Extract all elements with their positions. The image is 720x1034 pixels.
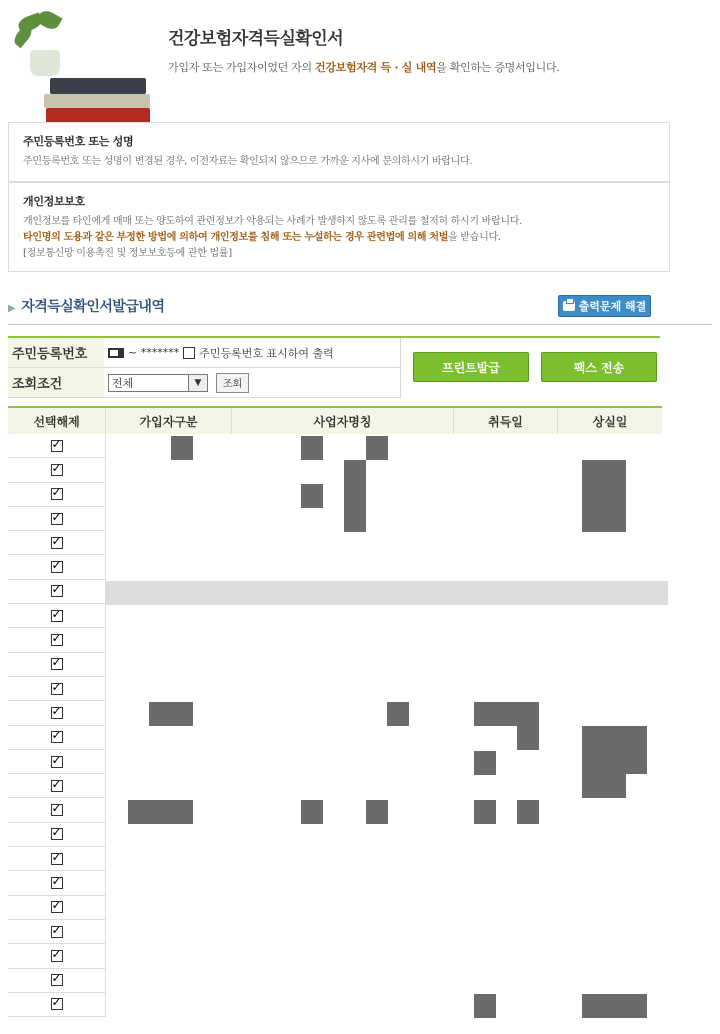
row-select-checkbox[interactable] xyxy=(51,658,63,670)
plant-pot-icon xyxy=(30,50,60,76)
query-row-condition xyxy=(8,368,400,398)
row-select-checkbox[interactable] xyxy=(51,561,63,573)
table-row xyxy=(8,458,106,482)
print-problem-label: 출력문제 해결 xyxy=(578,300,647,313)
book-icon xyxy=(50,78,146,94)
page-title: 건강보험자격득실확인서 xyxy=(168,29,344,49)
table-row xyxy=(8,750,106,774)
table-row xyxy=(8,531,106,555)
table-row xyxy=(8,628,106,652)
notice-law: [정보통신망 이용촉진 및 정보보호등에 관한 법률] xyxy=(23,248,232,259)
row-select-checkbox[interactable] xyxy=(51,634,63,646)
query-row-rrn xyxy=(8,338,400,368)
redacted-block xyxy=(366,436,388,460)
section-title-text: 자격득실확인서발급내역 xyxy=(21,299,165,315)
row-select-checkbox[interactable] xyxy=(51,780,63,792)
table-row xyxy=(8,580,106,604)
redacted-block xyxy=(582,774,626,798)
redacted-block xyxy=(582,994,647,1018)
redacted-block xyxy=(474,702,539,726)
table-row xyxy=(8,993,106,1017)
print-problem-button[interactable] xyxy=(558,295,651,317)
rrn-label: 주민등록번호 xyxy=(8,338,104,367)
table-row xyxy=(8,920,106,944)
redacted-block xyxy=(301,800,323,824)
warning-text: 타인명의 도용과 같은 부정한 방법에 의하여 개인정보를 침해 또는 누설하는 경우 관련법에 의해 처벌 xyxy=(23,232,449,243)
redacted-block xyxy=(171,436,193,460)
table-row xyxy=(8,555,106,579)
redacted-block xyxy=(474,800,496,824)
table-row-highlight xyxy=(106,581,668,605)
row-select-checkbox[interactable] xyxy=(51,585,63,597)
row-select-checkbox[interactable] xyxy=(51,950,63,962)
subtitle-text: 을 확인하는 증명서입니다. xyxy=(436,61,560,74)
redacted-block xyxy=(387,702,409,726)
row-select-checkbox[interactable] xyxy=(51,901,63,913)
plant-leaf-icon xyxy=(35,8,62,33)
warning-text-tail: 을 받습니다. xyxy=(448,232,501,243)
subtitle-text: 가입자 또는 가입자이었던 자의 xyxy=(168,61,316,74)
query-form xyxy=(8,336,660,400)
subtitle-highlight: 건강보험자격 득 · 실 내역 xyxy=(315,61,437,74)
id-card-icon xyxy=(108,348,124,358)
redacted-block xyxy=(128,800,193,824)
table-row xyxy=(8,726,106,750)
row-select-checkbox[interactable] xyxy=(51,683,63,695)
redacted-block xyxy=(366,800,388,824)
page-header xyxy=(0,0,720,120)
header-illustration xyxy=(8,8,158,120)
book-icon xyxy=(44,94,150,108)
col-lost-date: 상실일 xyxy=(592,414,628,429)
row-select-checkbox[interactable] xyxy=(51,853,63,865)
row-select-checkbox[interactable] xyxy=(51,926,63,938)
condition-label: 조회조건 xyxy=(8,368,104,397)
chevron-down-icon: ▼ xyxy=(188,375,207,391)
rrn-display-checkbox[interactable] xyxy=(183,347,195,359)
condition-value-group xyxy=(108,368,249,397)
table-row xyxy=(8,483,106,507)
notice-heading: 주민등록번호 또는 성명 xyxy=(23,135,134,148)
printer-icon xyxy=(563,301,575,311)
table-row xyxy=(8,653,106,677)
redacted-block xyxy=(149,702,193,726)
table-row xyxy=(8,604,106,628)
row-select-checkbox[interactable] xyxy=(51,756,63,768)
redacted-block xyxy=(474,751,496,775)
row-select-checkbox[interactable] xyxy=(51,488,63,500)
notice-warning xyxy=(23,230,655,246)
col-subscriber-type: 가입자구분 xyxy=(106,408,232,434)
table-row xyxy=(8,823,106,847)
row-select-checkbox[interactable] xyxy=(51,828,63,840)
row-select-checkbox[interactable] xyxy=(51,537,63,549)
notice-privacy xyxy=(8,182,670,272)
redacted-block xyxy=(344,460,366,532)
table-row xyxy=(8,847,106,871)
title-block xyxy=(168,24,559,75)
table-row xyxy=(8,507,106,531)
redacted-block xyxy=(517,726,539,750)
notice-text: 주민등록번호 또는 성명이 변경된 경우, 이전자료는 확인되지 않으므로 가까운 지사에 문의하시기 바랍니다. xyxy=(23,156,473,167)
row-select-checkbox[interactable] xyxy=(51,731,63,743)
triangle-bullet-icon: ▶ xyxy=(8,303,16,314)
rrn-value-group xyxy=(108,338,334,367)
table-rows xyxy=(8,434,106,1017)
row-select-checkbox[interactable] xyxy=(51,974,63,986)
section-title xyxy=(8,296,164,316)
print-issue-button[interactable]: 프린트발급 xyxy=(413,352,529,382)
row-select-checkbox[interactable] xyxy=(51,513,63,525)
table-row xyxy=(8,896,106,920)
redacted-block xyxy=(517,800,539,824)
notice-heading: 개인정보보호 xyxy=(23,195,85,208)
notice-text: 개인정보를 타인에게 매매 또는 양도하여 관련정보가 악용되는 사례가 발생하지 않도록 관리를 철저히 하시기 바랍니다. xyxy=(23,216,522,227)
col-deselect[interactable]: 선택해제 xyxy=(8,408,106,434)
redacted-block xyxy=(301,436,323,460)
query-actions xyxy=(400,338,661,398)
table-row xyxy=(8,871,106,895)
table-row xyxy=(8,798,106,822)
rrn-value: ~ ******* xyxy=(128,346,180,359)
row-select-checkbox[interactable] xyxy=(51,998,63,1010)
section-divider xyxy=(8,324,712,325)
table-row xyxy=(8,701,106,725)
row-select-checkbox[interactable] xyxy=(51,804,63,816)
table-row xyxy=(8,774,106,798)
table-row xyxy=(8,944,106,968)
col-acquired-date: 취득일 xyxy=(454,408,558,434)
page-subtitle xyxy=(168,59,559,75)
redacted-block xyxy=(582,460,626,532)
redacted-block xyxy=(474,994,496,1018)
notice-id-change xyxy=(8,122,670,182)
table-row xyxy=(8,677,106,701)
row-select-checkbox[interactable] xyxy=(51,707,63,719)
row-select-checkbox[interactable] xyxy=(51,610,63,622)
table-row xyxy=(8,969,106,993)
fax-send-button[interactable]: 팩스 전송 xyxy=(541,352,657,382)
table-row xyxy=(8,434,106,458)
row-select-checkbox[interactable] xyxy=(51,440,63,452)
col-business-name: 사업자명칭 xyxy=(232,408,454,434)
search-button[interactable]: 조회 xyxy=(216,373,249,393)
redacted-block xyxy=(582,726,647,774)
condition-selected: 전체 xyxy=(112,376,134,390)
rrn-display-label: 주민등록번호 표시하여 출력 xyxy=(199,346,334,360)
condition-select[interactable] xyxy=(108,374,208,392)
row-select-checkbox[interactable] xyxy=(51,464,63,476)
table-header xyxy=(8,406,662,434)
redacted-block xyxy=(301,484,323,508)
row-select-checkbox[interactable] xyxy=(51,877,63,889)
